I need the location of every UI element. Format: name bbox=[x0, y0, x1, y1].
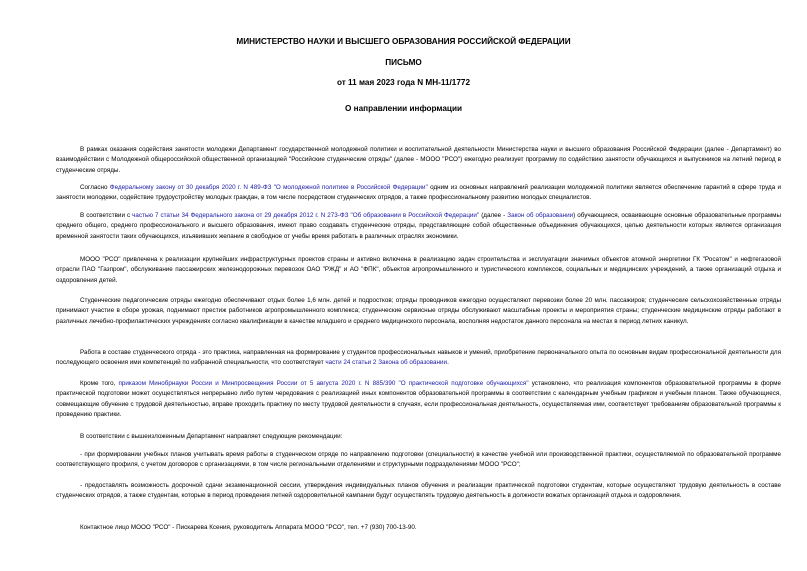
paragraph-text: Студенческие педагогические отряды ежегодно обеспечивают отдых более 1,6 млн. детей и подростков; отряды проводников ежегодно осуществляют перевозки более 20 млн. пассажиров; студенческие сельскохозяйственные отряды принимают участие в сборе урожая, поднимают престиж работников агропромышленного комплекса; студенческие сервисные отряды обслуживают масштабные проекты и мероприятия страны; студенческие медицинские отряды работают в различных лечебно-профилактических учреждениях согласно квалификации в качестве младшего и среднего медицинского персонала, восполняя недостаток данного персонала на местах в период летних каникул. bbox=[56, 297, 781, 325]
document-type: ПИСЬМО bbox=[385, 58, 422, 67]
paragraph-rso-projects bbox=[56, 255, 781, 286]
paragraph-education-law bbox=[56, 211, 781, 242]
paragraph-text: . bbox=[447, 359, 449, 367]
paragraph-student-teams bbox=[56, 296, 781, 327]
education-law-link[interactable]: Закон об образовании bbox=[507, 212, 574, 219]
paragraph-text: - при формировании учебных планов учитывать время работы в студенческом отряде по направлению подготовки (специальности) в качестве учебной или производственной практики, осуществляемой по образовательной программе соответствующего профиля, с учетом договоров с организациями, в том числе региональными отделениями и структурными подразделениями МООО "РСО"; bbox=[56, 451, 781, 469]
practical-training-order-link[interactable]: приказом Минобрнауки России и Минпросвещения России от 5 августа 2020 г. N 885/390 "О практической подготовке обучающихся" bbox=[118, 380, 529, 387]
recommendation-early-exams bbox=[56, 481, 781, 502]
paragraph-text: (далее - bbox=[479, 212, 508, 219]
paragraph-text: Работа в составе студенческого отряда - это практика, направленная на формирование у студентов профессиональных навыков и умений, приобретение первоначального опыта по основным видам профессиональной деятельности для последующего освоения ими компетенций по избранной специальности, что соответствует bbox=[56, 349, 781, 367]
education-law-article-link[interactable]: частью 7 статьи 34 Федерального закона от 29 декабря 2012 г. N 273-ФЗ "Об образовании в Российской Федерации" bbox=[132, 212, 480, 219]
paragraph-youth-policy-law bbox=[56, 183, 781, 204]
paragraph-work-practice bbox=[56, 348, 781, 369]
paragraph-text: В соответствии с bbox=[80, 212, 133, 219]
youth-policy-law-link[interactable]: Федеральному закону от 30 декабря 2020 г. N 489-ФЗ "О молодежной политике в Российской Федерации" bbox=[109, 184, 428, 191]
education-law-part24-link[interactable]: части 24 статьи 2 Закона об образовании bbox=[325, 359, 448, 367]
paragraph-practical-training-order bbox=[56, 379, 781, 421]
paragraph-text: Контактное лицо МООО "РСО" - Пискарева Ксения, руководитель Аппарата МООО "РСО", тел. +7 (930) 700-13-90. bbox=[80, 524, 417, 531]
paragraph-text: установлено, что реализация компонентов образовательной программы в форме практической подготовки может осуществляться непрерывно либо путем чередования с реализацией иных компонентов образовательной программы в соответствии с календарным учебным графиком и учебным планом. Также обучающиеся, совмещающие обучение с трудовой деятельностью, вправе проходить практику по месту трудовой деятельности в случаях, если профессиональная деятельность, осуществляемая ими, соответствует требованиям образовательной программы к проведению практики. bbox=[56, 380, 781, 419]
paragraph-text: В рамках оказания содействия занятости молодежи Департамент государственной молодежной политики и воспитательной деятельности Министерства науки и высшего образования Российской Федерации (далее - Департамент) во взаимодействии с Молодежной общероссийской общественной организацией "Российские студенческие отряды" (далее - МООО "РСО") ежегодно реализует программу по содействию занятости обучающихся и выпускников на летний период в студенческие отряды. bbox=[56, 146, 781, 174]
paragraph-text: Кроме того, bbox=[80, 380, 119, 387]
paragraph-text: В соответствии с вышеизложенным Департамент направляет следующие рекомендации: bbox=[80, 433, 343, 440]
paragraph-text: ) обучающиеся, осваивающие основные образовательные программы среднего общего, среднего профессионального и высшего образования, имеют право создавать студенческие отряды, представляющие собой общественные объединения обучающихся, целью деятельности которых является организация временной занятости таких обучающихся, изъявивших желание в свободное от учебы время работать в различных отраслях экономики. bbox=[56, 212, 782, 240]
paragraph-text: Согласно bbox=[80, 184, 110, 191]
recommendation-curriculum bbox=[56, 450, 781, 471]
paragraph-text: одним из основных направлений реализации молодежной политики является обеспечение гарантий в сфере труда и занятости молодежи, содействие трудоустройству молодых граждан, в том числе посредством студенческих отрядов, а также профессиональному развитию молодых специалистов. bbox=[56, 184, 781, 202]
document-date-number: от 11 мая 2023 года N МН-11/1772 bbox=[336, 78, 471, 87]
ministry-heading: МИНИСТЕРСТВО НАУКИ И ВЫСШЕГО ОБРАЗОВАНИЯ РОССИЙСКОЙ ФЕДЕРАЦИИ bbox=[236, 37, 571, 46]
paragraph-contact bbox=[56, 523, 781, 533]
paragraph-text: МООО "РСО" привлечена к реализации крупнейших инфраструктурных проектов страны и активно включена в реализацию задач строительства и эксплуатации значимых объектов атомной энергетики ГК "Росатом" и нефтегазовой отрасли ПАО "Газпром", обслуживание пассажирских железнодорожных перевозок ОАО "РЖД" и АО "ФПК", объектов агропромышленного и туристического комплексов, социальных и медицинских учреждений, а также организаций отдыха и оздоровления детей. bbox=[56, 256, 781, 284]
paragraph-recommendations-intro bbox=[56, 432, 781, 442]
paragraph-intro bbox=[56, 145, 781, 176]
paragraph-text: - предоставлять возможность досрочной сдачи экзаменационной сессии, утверждения индивидуальных планов обучения и реализации практической подготовки студентам, которые осуществляют трудовую деятельность в составе студенческих отрядов, а также студентам, которые в период проведения летней оздоровительной кампании будут осуществлять трудовую деятельность в должности вожатых организаций отдыха и оздоровления. bbox=[56, 482, 781, 500]
document-subject: О направлении информации bbox=[344, 104, 463, 113]
